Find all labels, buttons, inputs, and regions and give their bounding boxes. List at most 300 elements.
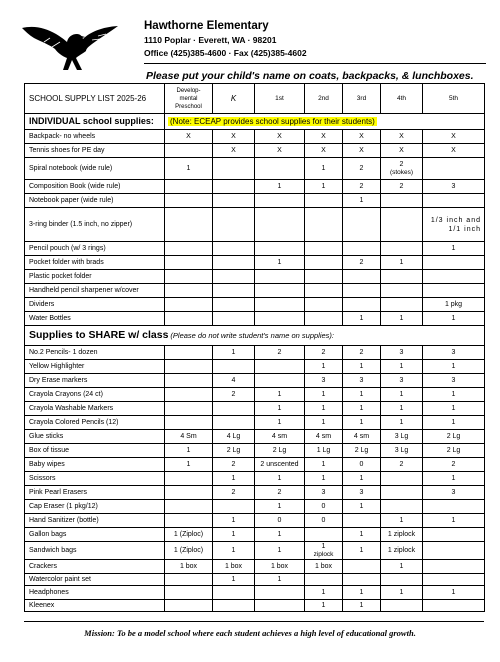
grade-quantity-cell: 1 xyxy=(423,586,485,600)
individual-row xyxy=(25,158,485,180)
quantity-note: (stokes) xyxy=(389,169,414,176)
grade-quantity-cell xyxy=(305,284,343,298)
grade-quantity-cell: 1 xyxy=(255,542,305,560)
grade-quantity-cell: 3 xyxy=(423,180,485,194)
grade-quantity-cell: 1 xyxy=(343,586,381,600)
grade-quantity-cell xyxy=(423,194,485,208)
grade-quantity-cell: 3 xyxy=(423,486,485,500)
grade-quantity-cell xyxy=(165,486,213,500)
grade-quantity-cell xyxy=(165,270,213,284)
grade-quantity-cell: 2 Lg xyxy=(255,444,305,458)
grade-quantity-cell: 1 xyxy=(423,388,485,402)
share-row xyxy=(25,416,485,430)
grade-quantity-cell: X xyxy=(305,144,343,158)
share-row xyxy=(25,486,485,500)
grade-quantity-cell: 1 xyxy=(213,574,255,586)
grade-quantity-cell: X xyxy=(213,130,255,144)
grade-quantity-cell xyxy=(165,472,213,486)
grade-quantity-cell: 1 xyxy=(255,256,305,270)
grade-quantity-cell: 1 xyxy=(305,158,343,180)
grade-quantity-cell: 1 xyxy=(165,458,213,472)
grade-quantity-cell xyxy=(343,560,381,574)
grade-quantity-cell xyxy=(423,574,485,586)
grade-quantity-cell: 1 xyxy=(343,360,381,374)
grade-quantity-cell: 1 xyxy=(343,528,381,542)
grade-quantity-cell: 1 xyxy=(381,514,423,528)
table-header-row xyxy=(25,84,485,114)
grade-quantity-cell xyxy=(423,284,485,298)
supply-item-name: Handheld pencil sharpener w/cover xyxy=(25,284,165,298)
grade-quantity-cell xyxy=(255,208,305,242)
grade-quantity-cell: 1 xyxy=(381,416,423,430)
grade-header-devpreschool xyxy=(165,84,213,114)
grade-header-3rd: 3rd xyxy=(343,84,381,114)
grade-quantity-cell xyxy=(381,284,423,298)
grade-quantity-cell xyxy=(213,270,255,284)
supply-item-name: Water Bottles xyxy=(25,312,165,326)
grade-quantity-cell: 0 xyxy=(305,500,343,514)
grade-quantity-cell: 4 Sm xyxy=(165,430,213,444)
grade-quantity-cell: 1 xyxy=(343,600,381,612)
grade-quantity-cell: 2 xyxy=(381,180,423,194)
grade-quantity-cell: 1 xyxy=(213,472,255,486)
grade-quantity-cell: 1 xyxy=(423,514,485,528)
grade-quantity-cell: 1 xyxy=(305,472,343,486)
supply-item-name: Yellow Highlighter xyxy=(25,360,165,374)
grade-quantity-cell xyxy=(165,298,213,312)
grade-quantity-cell: 2 xyxy=(343,256,381,270)
supply-item-name: Plastic pocket folder xyxy=(25,270,165,284)
grade-quantity-cell xyxy=(423,158,485,180)
grade-quantity-cell xyxy=(165,374,213,388)
grade-quantity-cell xyxy=(423,500,485,514)
grade-quantity-cell xyxy=(305,194,343,208)
grade-quantity-cell: 1 Lg xyxy=(305,444,343,458)
grade-quantity-cell: 4 sm xyxy=(343,430,381,444)
share-row xyxy=(25,600,485,612)
share-row xyxy=(25,528,485,542)
grade-quantity-cell: 1 xyxy=(255,472,305,486)
grade-quantity-cell: 1 xyxy=(423,472,485,486)
grade-quantity-cell xyxy=(305,542,343,560)
grade-quantity-cell xyxy=(305,256,343,270)
grade-quantity-cell: 1 xyxy=(381,586,423,600)
supply-item-name: Tennis shoes for PE day xyxy=(25,144,165,158)
supply-item-name: 3-ring binder (1.5 inch, no zipper) xyxy=(25,208,165,242)
grade-quantity-cell xyxy=(343,270,381,284)
grade-quantity-cell: 2 Lg xyxy=(343,444,381,458)
grade-quantity-cell: 1 (Ziploc) xyxy=(165,528,213,542)
grade-quantity-cell xyxy=(165,402,213,416)
table-title: SCHOOL SUPPLY LIST 2025-26 xyxy=(25,84,165,114)
grade-quantity-cell xyxy=(213,158,255,180)
grade-quantity-cell: 1 xyxy=(305,586,343,600)
supply-item-name: Backpack- no wheels xyxy=(25,130,165,144)
mission-statement: Mission: To be a model school where each student achieves a high level of educational growth. xyxy=(84,628,416,638)
supply-item-name: Dividers xyxy=(25,298,165,312)
grade-quantity-cell xyxy=(213,180,255,194)
grade-quantity-cell: 1 xyxy=(423,416,485,430)
footer-divider xyxy=(24,621,484,622)
grade-quantity-cell xyxy=(423,542,485,560)
grade-quantity-cell: 1 xyxy=(343,312,381,326)
grade-quantity-cell: 2 xyxy=(343,180,381,194)
grade-k-label: K xyxy=(230,93,237,103)
grade-quantity-cell: 1 xyxy=(255,388,305,402)
grade-quantity-cell xyxy=(343,242,381,256)
grade-quantity-cell: 2 xyxy=(213,388,255,402)
grade-quantity-cell: 2 unscented xyxy=(255,458,305,472)
grade-quantity-cell xyxy=(305,574,343,586)
supply-item-name: Crayola Colored Pencils (12) xyxy=(25,416,165,430)
individual-row xyxy=(25,144,485,158)
share-row xyxy=(25,472,485,486)
grade-quantity-cell xyxy=(343,514,381,528)
grade-quantity-cell: 1 xyxy=(305,180,343,194)
supply-item-name: Scissors xyxy=(25,472,165,486)
grade-quantity-cell xyxy=(255,360,305,374)
grade-quantity-cell xyxy=(165,312,213,326)
supply-item-name: Cap Eraser (1 pkg/12) xyxy=(25,500,165,514)
grade-quantity-cell: 1 box xyxy=(165,560,213,574)
grade-quantity-cell xyxy=(213,256,255,270)
grade-quantity-cell: 1 xyxy=(255,528,305,542)
grade-quantity-cell xyxy=(381,270,423,284)
supply-item-name: Crackers xyxy=(25,560,165,574)
grade-quantity-cell xyxy=(381,500,423,514)
quantity-value: 2 xyxy=(399,161,404,168)
grade-quantity-cell: 1 xyxy=(381,256,423,270)
supply-item-name: No.2 Pencils- 1 dozen xyxy=(25,346,165,360)
grade-quantity-cell: 1 xyxy=(343,402,381,416)
grade-quantity-cell xyxy=(165,194,213,208)
grade-quantity-cell: 1 xyxy=(343,388,381,402)
grade-quantity-cell xyxy=(255,242,305,256)
grade-quantity-cell: 3 xyxy=(305,374,343,388)
dev-line-3: Preschool xyxy=(175,103,202,110)
grade-quantity-cell: 1 box xyxy=(305,560,343,574)
share-row xyxy=(25,574,485,586)
grade-quantity-cell: 1 xyxy=(165,444,213,458)
grade-quantity-cell: 4 sm xyxy=(305,430,343,444)
grade-quantity-cell: 1 box xyxy=(213,560,255,574)
individual-row xyxy=(25,298,485,312)
share-section-row xyxy=(25,326,485,346)
grade-quantity-cell xyxy=(165,388,213,402)
eceap-note-cell xyxy=(165,114,485,130)
grade-quantity-cell xyxy=(381,194,423,208)
grade-quantity-cell: 1 xyxy=(423,312,485,326)
supply-item-name: Notebook paper (wide rule) xyxy=(25,194,165,208)
individual-section-label: INDIVIDUAL school supplies: xyxy=(29,115,154,126)
grade-quantity-cell xyxy=(255,194,305,208)
grade-quantity-cell: 1 xyxy=(305,402,343,416)
grade-quantity-cell xyxy=(305,208,343,242)
grade-quantity-cell xyxy=(381,242,423,256)
grade-quantity-cell: 1 xyxy=(255,574,305,586)
grade-quantity-cell: 1 xyxy=(343,194,381,208)
grade-quantity-cell: 1 xyxy=(423,360,485,374)
grade-quantity-cell: 1 xyxy=(381,402,423,416)
grade-quantity-cell: 1 xyxy=(213,514,255,528)
grade-quantity-cell: 1 xyxy=(381,360,423,374)
grade-quantity-cell: X xyxy=(343,130,381,144)
grade-quantity-cell xyxy=(165,208,213,242)
name-reminder: Please put your child's name on coats, backpacks, & lunchboxes. xyxy=(146,70,474,82)
individual-row xyxy=(25,312,485,326)
grade-quantity-cell: 3 xyxy=(423,346,485,360)
grade-quantity-cell xyxy=(343,284,381,298)
grade-quantity-cell: 1 xyxy=(305,360,343,374)
grade-quantity-cell: X xyxy=(381,144,423,158)
supply-item-name: Sandwich bags xyxy=(25,542,165,560)
grade-quantity-cell: X xyxy=(423,130,485,144)
grade-quantity-cell: 4 xyxy=(213,374,255,388)
individual-row xyxy=(25,242,485,256)
grade-quantity-cell xyxy=(255,600,305,612)
grade-quantity-cell: 2 xyxy=(381,458,423,472)
school-address: 1110 Poplar · Everett, WA · 98201 xyxy=(144,35,277,45)
grade-quantity-cell: 2 xyxy=(343,158,381,180)
grade-quantity-cell xyxy=(423,270,485,284)
individual-row xyxy=(25,180,485,194)
grade-quantity-cell: 4 Lg xyxy=(213,430,255,444)
grade-quantity-cell: 2 xyxy=(255,346,305,360)
grade-quantity-cell xyxy=(165,242,213,256)
grade-quantity-cell: 1 xyxy=(423,242,485,256)
dev-line-2: mental xyxy=(179,95,198,102)
header-divider xyxy=(144,63,486,64)
grade-quantity-cell: 3 Lg xyxy=(381,430,423,444)
grade-quantity-cell: 3 xyxy=(305,486,343,500)
grade-quantity-cell xyxy=(305,242,343,256)
share-row xyxy=(25,500,485,514)
supply-item-name: Dry Erase markers xyxy=(25,374,165,388)
grade-quantity-cell xyxy=(165,574,213,586)
grade-quantity-cell: 1 xyxy=(213,542,255,560)
grade-quantity-cell: 0 xyxy=(343,458,381,472)
grade-quantity-cell: 1 xyxy=(343,472,381,486)
grade-quantity-cell: 2 xyxy=(423,458,485,472)
supply-item-name: Spiral notebook (wide rule) xyxy=(25,158,165,180)
grade-quantity-cell xyxy=(343,208,381,242)
grade-quantity-cell: 1 pkg xyxy=(423,298,485,312)
grade-quantity-cell xyxy=(381,574,423,586)
share-row xyxy=(25,542,485,560)
share-row xyxy=(25,360,485,374)
individual-row xyxy=(25,194,485,208)
share-row xyxy=(25,346,485,360)
grade-quantity-cell: 2 Lg xyxy=(423,444,485,458)
supply-table xyxy=(24,83,485,612)
hawk-logo xyxy=(20,18,120,74)
share-row xyxy=(25,458,485,472)
grade-quantity-cell xyxy=(423,600,485,612)
grade-quantity-cell: 1 xyxy=(165,158,213,180)
grade-quantity-cell: 0 xyxy=(305,514,343,528)
grade-quantity-cell xyxy=(213,284,255,298)
grade-header-5th: 5th xyxy=(423,84,485,114)
share-row xyxy=(25,388,485,402)
grade-quantity-cell: 1 xyxy=(381,388,423,402)
grade-quantity-cell xyxy=(423,560,485,574)
share-row xyxy=(25,444,485,458)
grade-quantity-cell xyxy=(305,298,343,312)
grade-quantity-cell: 2 xyxy=(255,486,305,500)
grade-quantity-cell: 1 ziplock xyxy=(381,542,423,560)
share-row xyxy=(25,402,485,416)
grade-quantity-cell: 1 xyxy=(255,402,305,416)
grade-quantity-cell xyxy=(213,242,255,256)
supply-item-name: Baby wipes xyxy=(25,458,165,472)
grade-quantity-cell xyxy=(213,586,255,600)
individual-row xyxy=(25,270,485,284)
grade-quantity-cell: 1/3 inch and 1/1 inch xyxy=(423,208,485,242)
grade-quantity-cell xyxy=(255,270,305,284)
grade-quantity-cell xyxy=(165,284,213,298)
grade-quantity-cell xyxy=(423,256,485,270)
grade-quantity-cell xyxy=(213,500,255,514)
grade-quantity-cell: X xyxy=(305,130,343,144)
letterhead xyxy=(20,18,490,74)
supply-item-name: Composition Book (wide rule) xyxy=(25,180,165,194)
individual-row xyxy=(25,130,485,144)
supply-item-name: Crayola Crayons (24 ct) xyxy=(25,388,165,402)
grade-quantity-cell xyxy=(343,298,381,312)
grade-quantity-cell: X xyxy=(255,144,305,158)
grade-quantity-cell: 1 xyxy=(213,528,255,542)
grade-quantity-cell xyxy=(213,360,255,374)
grade-quantity-cell: 3 Lg xyxy=(381,444,423,458)
grade-quantity-cell: 1 xyxy=(381,312,423,326)
grade-quantity-cell xyxy=(305,312,343,326)
supply-item-name: Hand Sanitizer (bottle) xyxy=(25,514,165,528)
grade-quantity-cell: X xyxy=(381,130,423,144)
grade-quantity-cell: 2 xyxy=(213,486,255,500)
grade-header-1st: 1st xyxy=(255,84,305,114)
grade-quantity-cell xyxy=(213,600,255,612)
grade-quantity-cell: 3 xyxy=(381,374,423,388)
grade-quantity-cell: 1 box xyxy=(255,560,305,574)
share-row xyxy=(25,374,485,388)
quantity-note: ziplock xyxy=(313,551,334,558)
grade-quantity-cell: 1 xyxy=(343,542,381,560)
grade-quantity-cell xyxy=(423,528,485,542)
individual-row xyxy=(25,284,485,298)
share-section-cell xyxy=(25,326,485,346)
school-contact: Office (425)385-4600 · Fax (425)385-4602 xyxy=(144,48,307,58)
grade-quantity-cell xyxy=(165,600,213,612)
individual-row xyxy=(25,256,485,270)
grade-quantity-cell xyxy=(213,312,255,326)
grade-quantity-cell xyxy=(165,500,213,514)
supply-item-name: Glue sticks xyxy=(25,430,165,444)
share-row xyxy=(25,430,485,444)
grade-quantity-cell xyxy=(255,284,305,298)
grade-quantity-cell xyxy=(381,486,423,500)
grade-quantity-cell xyxy=(343,574,381,586)
grade-quantity-cell: 2 xyxy=(305,346,343,360)
share-section-note: (Please do not write student's name on supplies): xyxy=(170,330,335,340)
eceap-note: (Note: ECEAP provides school supplies for their students) xyxy=(170,116,375,126)
grade-quantity-cell xyxy=(305,528,343,542)
supply-item-name: Pink Pearl Erasers xyxy=(25,486,165,500)
grade-quantity-cell xyxy=(165,514,213,528)
grade-quantity-cell: 2 xyxy=(213,458,255,472)
grade-quantity-cell: 1 xyxy=(305,458,343,472)
share-row xyxy=(25,586,485,600)
grade-quantity-cell xyxy=(165,256,213,270)
grade-quantity-cell xyxy=(165,180,213,194)
grade-header-2nd: 2nd xyxy=(305,84,343,114)
grade-header-4th: 4th xyxy=(381,84,423,114)
grade-quantity-cell: 1 xyxy=(255,180,305,194)
grade-quantity-cell xyxy=(255,298,305,312)
grade-quantity-cell xyxy=(255,374,305,388)
grade-quantity-cell: 4 sm xyxy=(255,430,305,444)
grade-quantity-cell: 1 xyxy=(213,346,255,360)
grade-quantity-cell: 0 xyxy=(255,514,305,528)
grade-quantity-cell: X xyxy=(165,130,213,144)
grade-quantity-cell: 1 xyxy=(255,500,305,514)
grade-quantity-cell xyxy=(213,208,255,242)
grade-quantity-cell: X xyxy=(423,144,485,158)
grade-quantity-cell: 3 xyxy=(423,374,485,388)
grade-quantity-cell: X xyxy=(255,130,305,144)
grade-quantity-cell: 1 xyxy=(343,416,381,430)
grade-quantity-cell xyxy=(165,586,213,600)
grade-quantity-cell xyxy=(213,416,255,430)
grade-quantity-cell: 1 xyxy=(381,560,423,574)
grade-quantity-cell xyxy=(381,298,423,312)
grade-quantity-cell: 1 xyxy=(343,500,381,514)
grade-quantity-cell xyxy=(381,472,423,486)
grade-quantity-cell xyxy=(213,298,255,312)
grade-quantity-cell: 1 xyxy=(305,416,343,430)
individual-section-row xyxy=(25,114,485,130)
quantity-value: 1 xyxy=(321,543,326,550)
grade-quantity-cell xyxy=(165,144,213,158)
supply-item-name: Box of tissue xyxy=(25,444,165,458)
grade-quantity-cell xyxy=(165,346,213,360)
share-row xyxy=(25,514,485,528)
grade-quantity-cell xyxy=(213,402,255,416)
grade-quantity-cell xyxy=(255,586,305,600)
grade-quantity-cell: 3 xyxy=(381,346,423,360)
supply-item-name: Watercolor paint set xyxy=(25,574,165,586)
grade-quantity-cell xyxy=(305,270,343,284)
supply-item-name: Crayola Washable Markers xyxy=(25,402,165,416)
supply-item-name: Gallon bags xyxy=(25,528,165,542)
grade-header-k xyxy=(213,84,255,114)
supply-item-name: Pocket folder with brads xyxy=(25,256,165,270)
grade-quantity-cell xyxy=(255,312,305,326)
share-row xyxy=(25,560,485,574)
grade-quantity-cell: 1 xyxy=(305,600,343,612)
grade-quantity-cell: 1 xyxy=(305,388,343,402)
grade-quantity-cell: 1 xyxy=(255,416,305,430)
grade-quantity-cell xyxy=(165,416,213,430)
supply-item-name: Pencil pouch (w/ 3 rings) xyxy=(25,242,165,256)
grade-quantity-cell: 2 Lg xyxy=(213,444,255,458)
grade-quantity-cell: 1 ziplock xyxy=(381,528,423,542)
grade-quantity-cell xyxy=(381,158,423,180)
individual-section-cell xyxy=(25,114,165,130)
grade-quantity-cell: 2 Lg xyxy=(423,430,485,444)
grade-quantity-cell xyxy=(381,600,423,612)
school-name: Hawthorne Elementary xyxy=(144,20,269,32)
dev-line-1: Develop- xyxy=(176,87,201,94)
